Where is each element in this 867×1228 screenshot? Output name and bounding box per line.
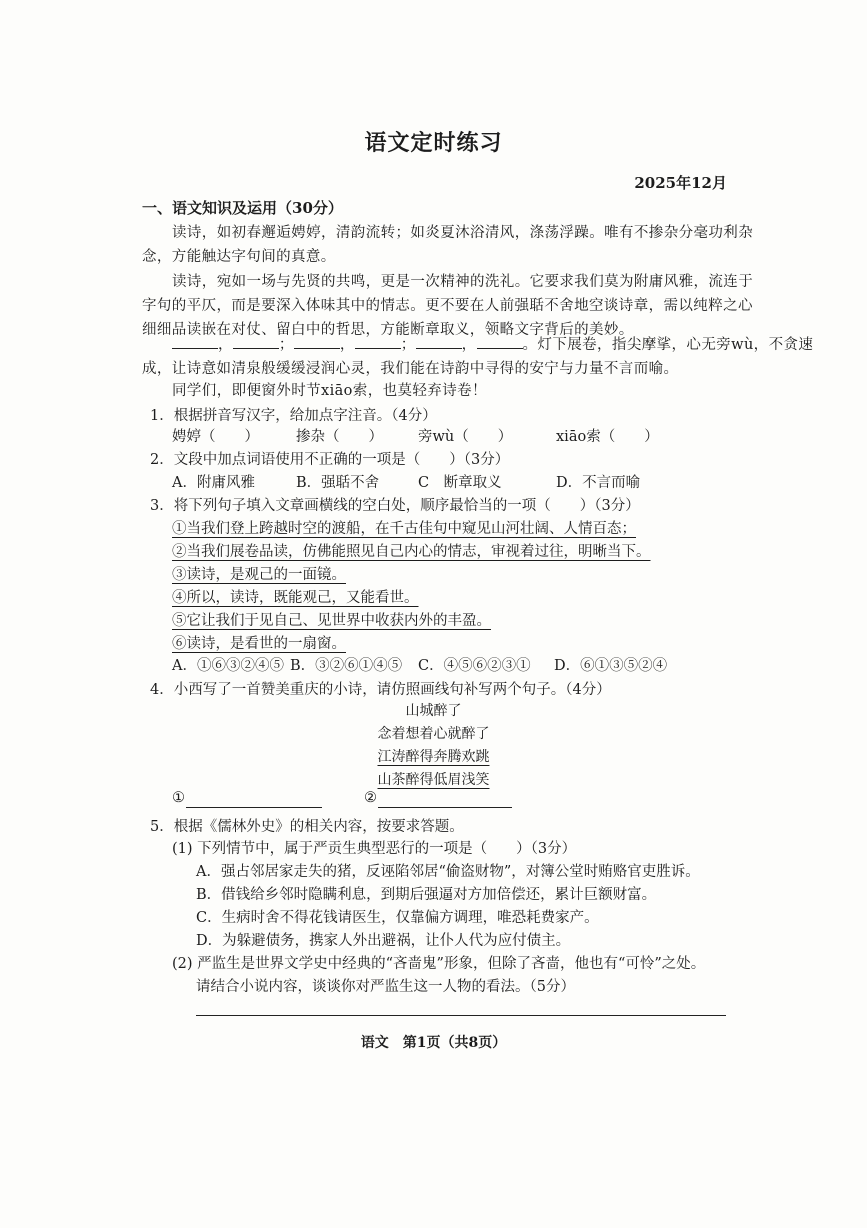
poem-line-underlined <box>0 769 867 789</box>
q3-option-a[interactable]: A．①⑥③②④⑤ <box>172 658 284 674</box>
q5-stem: 5．根据《儒林外史》的相关内容，按要求答题。 <box>150 819 464 835</box>
q5-answer-line[interactable] <box>196 1014 726 1016</box>
q2-option-a[interactable]: A．附庸风雅 <box>172 475 255 491</box>
q3-sentence: ④所以，读诗，既能观己，又能看世。 <box>172 590 419 606</box>
q3-sentence: ③读诗，是观己的一面镜。 <box>172 567 346 583</box>
q2-option-d[interactable]: D．不言而喻 <box>556 475 641 491</box>
q4-blank-label: ② <box>364 790 377 806</box>
q3-sentence: ⑥读诗，是看世的一扇窗。 <box>172 636 346 652</box>
punct: ； <box>400 337 416 353</box>
q2-option-c[interactable]: C 断章取义 <box>418 475 502 491</box>
punct: ， <box>461 337 477 353</box>
passage-line: 同学们，即便窗外时节xiāo索，也莫轻弃诗卷！ <box>172 383 487 399</box>
fill-blank[interactable] <box>416 334 462 349</box>
passage-line: 读诗，宛如一场与先贤的共鸣，更是一次精神的洗礼。它要求我们莫为附庸风雅，流连于 <box>172 274 754 290</box>
poem-line: 念着想着心就醉了 <box>377 726 490 742</box>
passage-blanks-line <box>172 333 813 354</box>
q3-option-d[interactable]: D．⑥①③⑤②④ <box>554 658 668 674</box>
passage-line: 字句的平仄，而是要深入体味其中的情志。更不要在人前强聒不舍地空谈诗章，需以纯粹之心 <box>142 298 753 314</box>
q2-option-b[interactable]: B．强聒不舍 <box>296 475 380 491</box>
q1-item[interactable]: 掺杂（ ） <box>296 429 383 445</box>
fill-blank[interactable] <box>172 334 218 349</box>
poem-line-underlined <box>0 746 867 766</box>
section-heading: 一、语文知识及运用（30分） <box>142 199 343 217</box>
q5-sub1-stem: (1) 下列情节中，属于严贡生典型恶行的一项是（ ）（3分） <box>172 841 577 857</box>
fill-blank[interactable] <box>233 334 279 349</box>
q3-sentence: ②当我们展卷品读，仿佛能照见自己内心的情志，审视着过往，明晰当下。 <box>172 544 651 560</box>
poem-line-text: 山茶醉得低眉浅笑 <box>377 772 490 788</box>
punct: ， <box>218 337 233 353</box>
q5-sub1-option-c[interactable]: C．生病时舍不得花钱请医生，仅靠偏方调理，唯恐耗费家产。 <box>196 910 599 926</box>
q3-option-c[interactable]: C．④⑤⑥②③① <box>418 658 531 674</box>
q1-stem: 1．根据拼音写汉字，给加点字注音。（4分） <box>150 408 437 424</box>
q3-sentence: ⑤它让我们于见自己、见世界中收获内外的丰盈。 <box>172 613 491 629</box>
q1-item[interactable]: 娉婷（ ） <box>172 429 259 445</box>
q4-blank-label: ① <box>172 790 185 806</box>
q1-item[interactable]: 旁wù（ ） <box>418 429 513 445</box>
q4-stem: 4．小西写了一首赞美重庆的小诗，请仿照画线句补写两个句子。（4分） <box>150 682 611 698</box>
poem-title: 山城醉了 <box>405 703 462 719</box>
q3-stem: 3．将下列句子填入文章画横线的空白处，顺序最恰当的一项（ ）（3分） <box>150 498 640 514</box>
q5-sub1-option-d[interactable]: D．为躲避债务，携家人外出避祸，让仆人代为应付债主。 <box>196 933 571 949</box>
punct: ； <box>278 337 294 353</box>
q5-sub1-option-a[interactable]: A．强占邻居家走失的猪，反诬陷邻居“偷盗财物”，对簿公堂时贿赂官吏胜诉。 <box>196 864 700 880</box>
passage-line: 成，让诗意如清泉般缓缓浸润心灵，我们能在诗韵中寻得的安宁与力量不言而喻。 <box>142 361 679 377</box>
q5-sub2-stem-cont: 请结合小说内容，谈谈你对严监生这一人物的看法。（5分） <box>196 979 575 995</box>
exam-date: 2025年12月 <box>634 174 727 192</box>
q5-sub1-option-b[interactable]: B．借钱给乡邻时隐瞒利息，到期后强逼对方加倍偿还，累计巨额财富。 <box>196 887 657 903</box>
passage-text: 。灯下展卷，指尖摩挲，心无旁wù，不贪速 <box>522 337 814 353</box>
q5-sub2-stem: (2) 严监生是世界文学史中经典的“吝啬鬼”形象，但除了吝啬，他也有“可怜”之处。 <box>172 956 706 972</box>
q3-option-b[interactable]: B．③②⑥①④⑤ <box>290 658 403 674</box>
q1-item[interactable]: xiāo索（ ） <box>556 429 659 445</box>
poem-line-text: 江涛醉得奔腾欢跳 <box>377 749 490 765</box>
passage-line: 念，方能触达字句间的真意。 <box>142 249 336 265</box>
fill-blank[interactable] <box>477 334 523 349</box>
page-footer: 语文 第1页（共8页） <box>360 1035 507 1051</box>
q4-answer-line-2[interactable] <box>378 806 512 808</box>
passage-line: 细细品读嵌在对仗、留白中的哲思，方能断章取义，领略文字背后的美妙。 <box>142 322 634 338</box>
passage-line: 读诗，如初春邂逅娉婷，清韵流转；如炎夏沐浴清风，涤荡浮躁。唯有不掺杂分毫功利杂 <box>172 225 754 241</box>
page-title: 语文定时练习 <box>364 130 503 156</box>
q3-sentence: ①当我们登上跨越时空的渡船，在千古佳句中窥见山河壮阔、人情百态； <box>172 521 636 537</box>
punct: ， <box>339 337 355 353</box>
q4-answer-line-1[interactable] <box>186 806 322 808</box>
q2-stem: 2．文段中加点词语使用不正确的一项是（ ）（3分） <box>150 452 510 468</box>
fill-blank[interactable] <box>355 334 401 349</box>
fill-blank[interactable] <box>294 334 340 349</box>
